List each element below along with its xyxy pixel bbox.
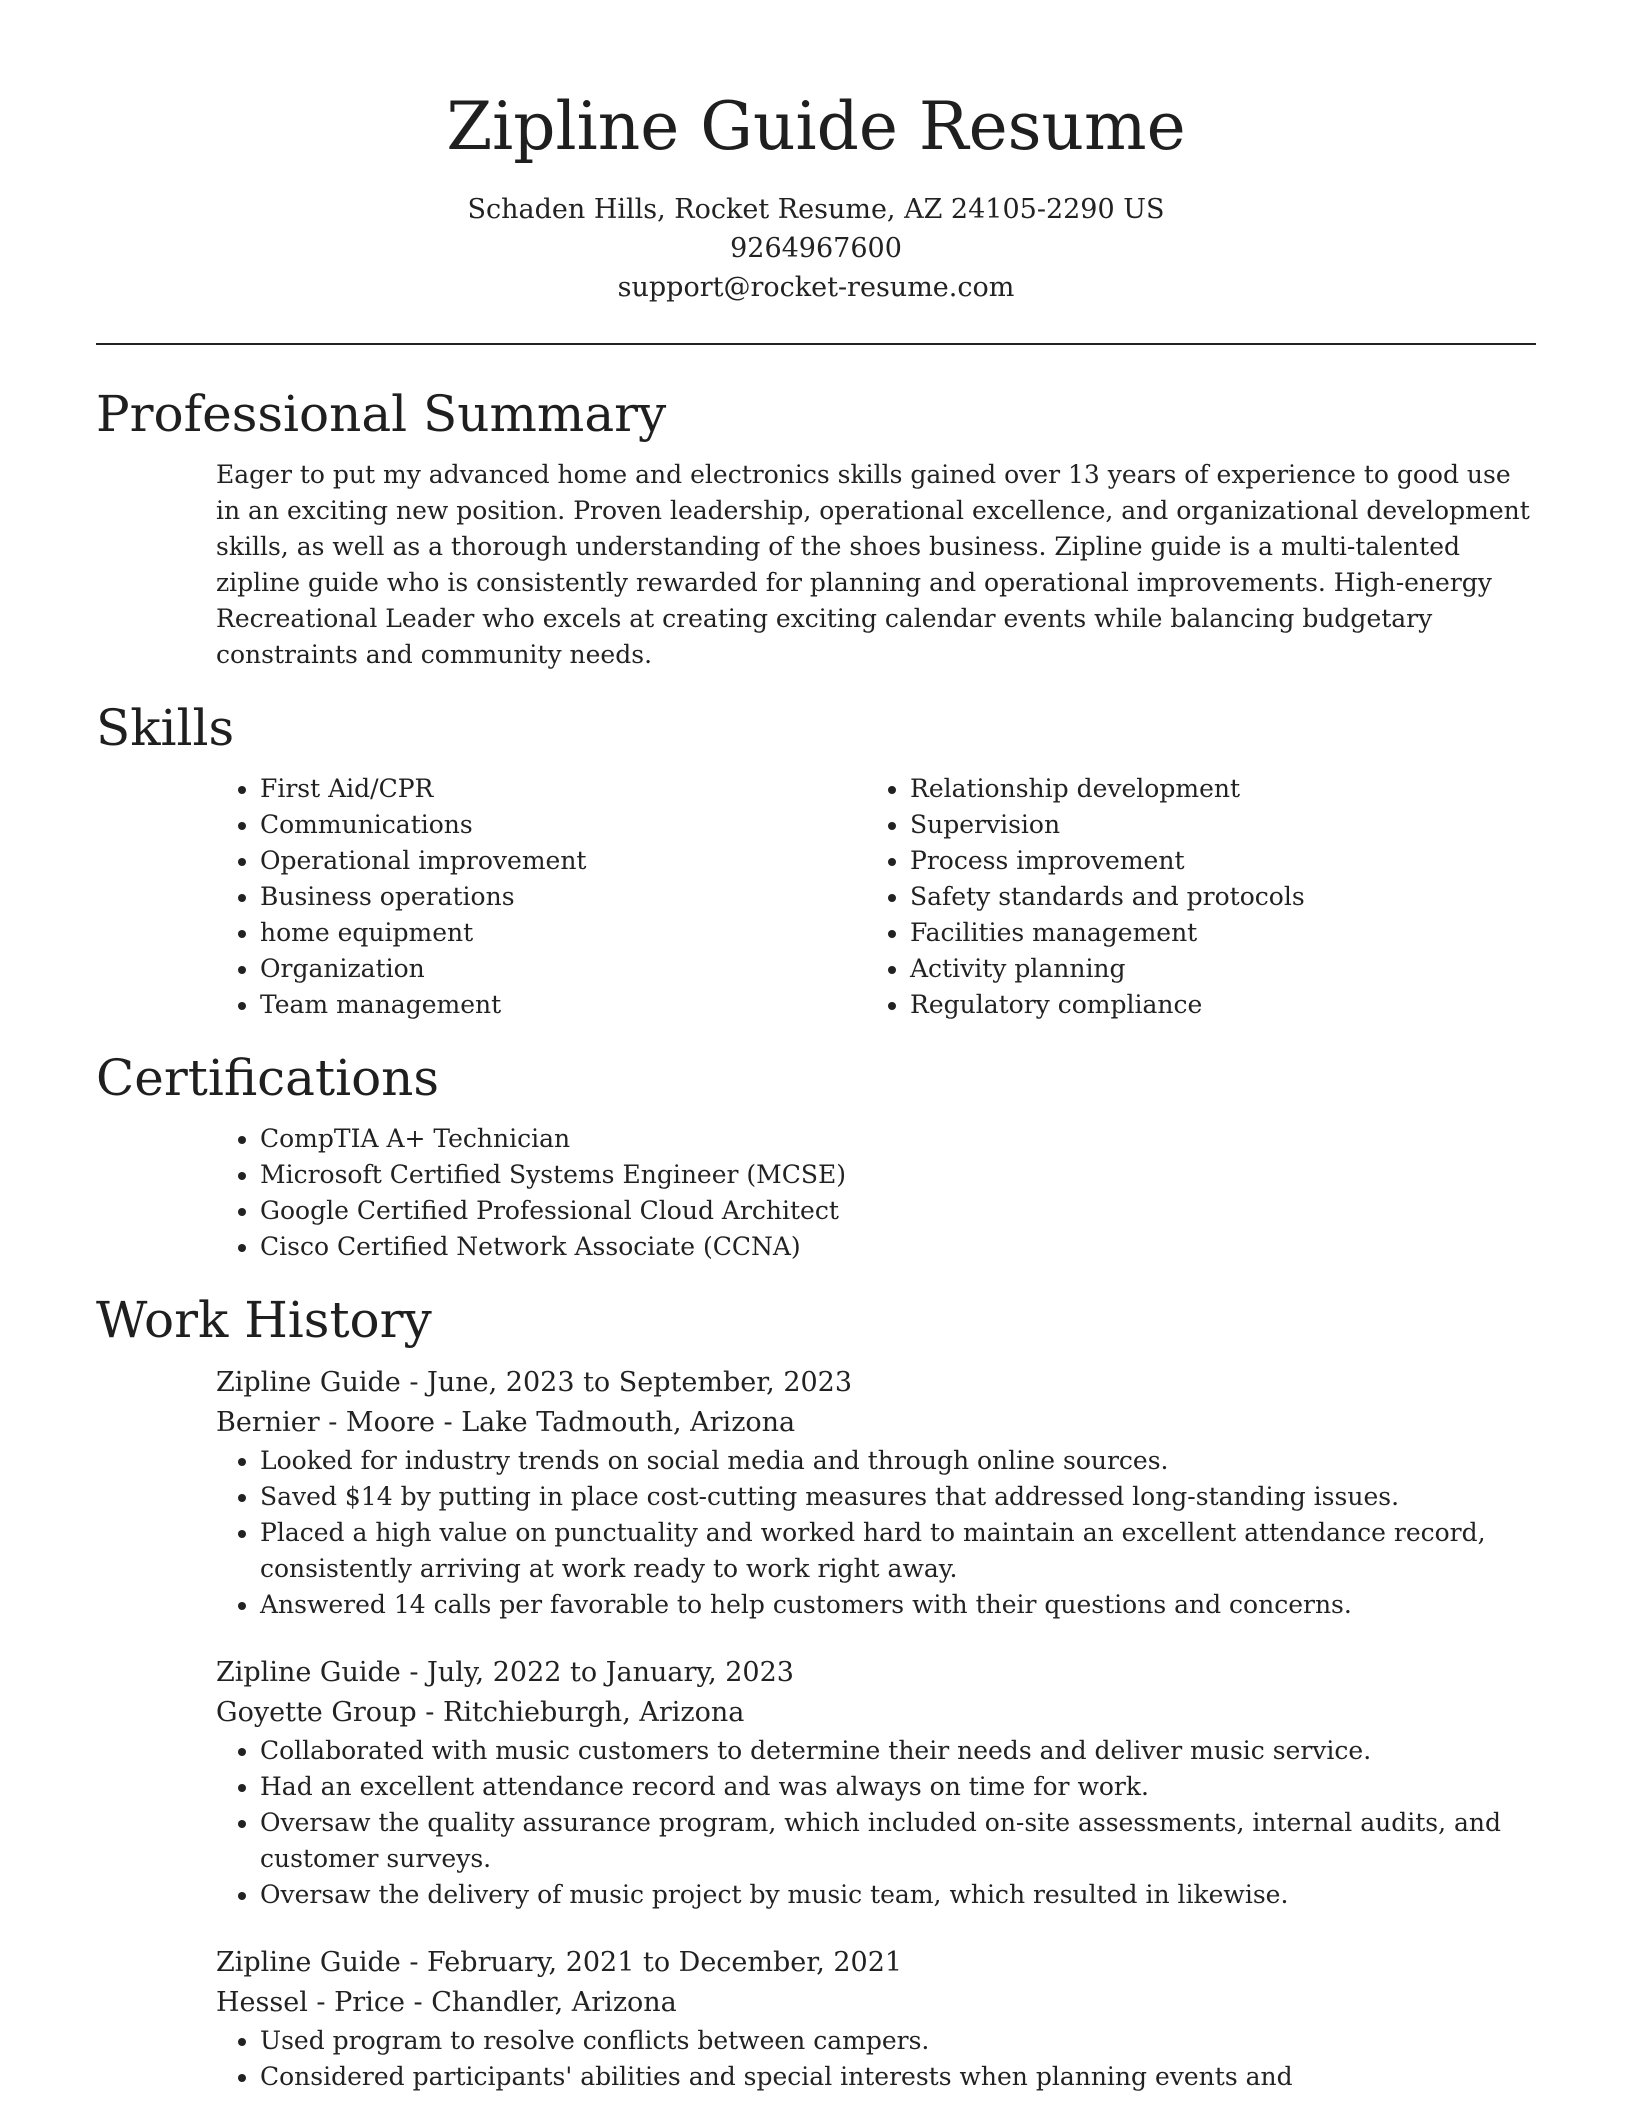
job-bullet: • Used program to resolve conflicts between campers. — [260, 2023, 1536, 2059]
job-entry — [216, 1653, 1536, 1913]
job-bullets — [216, 1443, 1536, 1623]
skill-item: • Activity planning — [910, 951, 1516, 987]
certification-item: • Cisco Certified Network Associate (CCNA) — [260, 1229, 1536, 1265]
skill-item: • Team management — [260, 987, 866, 1023]
skill-item: • Relationship development — [910, 771, 1516, 807]
skill-item: • First Aid/CPR — [260, 771, 866, 807]
job-company-line: Hessel - Price - Chandler, Arizona — [216, 1987, 677, 2018]
resume-header — [96, 0, 1536, 307]
skills-column-right — [866, 771, 1516, 1023]
job-company-line: Goyette Group - Ritchieburgh, Arizona — [216, 1697, 745, 1728]
job-bullet: • Collaborated with music customers to determine their needs and deliver music service. — [260, 1733, 1536, 1769]
skill-item: • Regulatory compliance — [910, 987, 1516, 1023]
job-bullet: • Oversaw the delivery of music project by music team, which resulted in likewise. — [260, 1877, 1536, 1913]
certifications-list — [216, 1121, 1536, 1265]
job-bullet: • Had an excellent attendance record and was always on time for work. — [260, 1769, 1536, 1805]
skills-section — [96, 697, 1536, 1023]
certifications-section — [96, 1047, 1536, 1265]
job-bullet: • Answered 14 calls per favorable to help customers with their questions and concerns. — [260, 1587, 1536, 1623]
contact-address: Schaden Hills, Rocket Resume, AZ 24105-2290 US — [467, 194, 1165, 225]
job-bullet: • Looked for industry trends on social media and through online sources. — [260, 1443, 1536, 1479]
skills-list-right — [866, 771, 1516, 1023]
skill-item: • Facilities management — [910, 915, 1516, 951]
certification-item: • CompTIA A+ Technician — [260, 1121, 1536, 1157]
certification-item: • Google Certified Professional Cloud Architect — [260, 1193, 1536, 1229]
resume-title: Zipline Guide Resume — [446, 88, 1186, 165]
header-divider — [96, 343, 1536, 345]
work-history-section — [96, 1289, 1536, 2095]
certifications-heading: Certifications — [96, 1049, 440, 1107]
job-bullet: • Saved $14 by putting in place cost-cutting measures that addressed long-standing issues. — [260, 1479, 1536, 1515]
job-bullet: • Considered participants' abilities and special interests when planning events and — [260, 2059, 1536, 2095]
skill-item: • Supervision — [910, 807, 1516, 843]
skills-column-left — [216, 771, 866, 1023]
job-title-line: Zipline Guide - February, 2021 to December, 2021 — [216, 1947, 903, 1978]
summary-heading: Professional Summary — [96, 385, 667, 443]
contact-phone: 9264967600 — [730, 233, 902, 264]
job-bullet: • Oversaw the quality assurance program, which included on-site assessments, internal audits, and customer surveys. — [260, 1805, 1536, 1877]
contact-email: support@rocket-resume.com — [617, 272, 1015, 303]
certifications-wrap — [216, 1121, 1536, 1265]
skill-item: • Business operations — [260, 879, 866, 915]
job-entry — [216, 1943, 1536, 2095]
skill-item: • Organization — [260, 951, 866, 987]
job-title-line: Zipline Guide - June, 2023 to September, 2023 — [216, 1367, 853, 1398]
job-title-line: Zipline Guide - July, 2022 to January, 2023 — [216, 1657, 794, 1688]
skill-item: • Process improvement — [910, 843, 1516, 879]
job-bullet: • Placed a high value on punctuality and worked hard to maintain an excellent attendance record, consistently arriving at work ready to work right away. — [260, 1515, 1536, 1587]
skill-item: • Operational improvement — [260, 843, 866, 879]
summary-section — [96, 383, 1536, 673]
work-history-heading: Work History — [96, 1291, 432, 1349]
skills-list-left — [216, 771, 866, 1023]
resume-page — [96, 0, 1536, 2095]
certification-item: • Microsoft Certified Systems Engineer (MCSE) — [260, 1157, 1536, 1193]
job-bullets — [216, 1733, 1536, 1913]
skill-item: • home equipment — [260, 915, 866, 951]
summary-text: Eager to put my advanced home and electronics skills gained over 13 years of experience to good use in an exciting new position. Proven leadership, operational excellence, and organizational development skills, as well as a thorough understanding of the shoes business. Zipline guide is a multi-talented zipline guide who is consistently rewarded for planning and operational improvements. High-energy Recreational Leader who excels at creating exciting calendar events while balancing budgetary constraints and community needs. — [216, 460, 1530, 669]
skill-item: • Safety standards and protocols — [910, 879, 1516, 915]
job-bullets — [216, 2023, 1536, 2095]
skill-item: • Communications — [260, 807, 866, 843]
job-entry — [216, 1363, 1536, 1623]
skills-grid — [216, 771, 1536, 1023]
skills-heading: Skills — [96, 699, 235, 757]
job-company-line: Bernier - Moore - Lake Tadmouth, Arizona — [216, 1407, 796, 1438]
